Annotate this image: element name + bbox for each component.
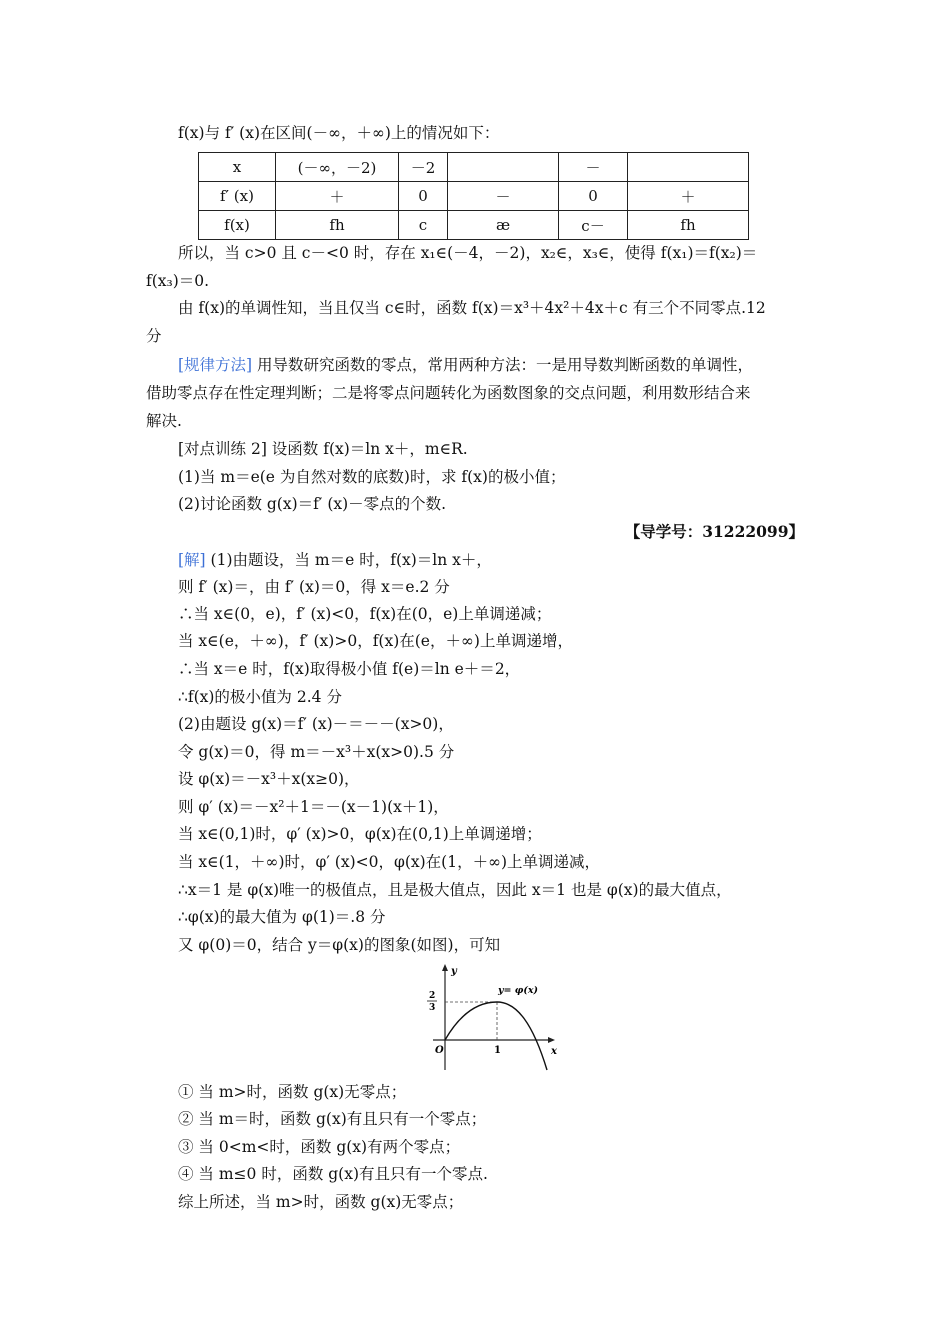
table-cell: －: [559, 153, 628, 182]
solution-line: 当 x∈(e，＋∞)，f′ (x)>0，f(x)在(e，＋∞)上单调递增，: [178, 632, 573, 650]
case-line: ③ 当 0<m<时，函数 g(x)有两个零点；: [178, 1138, 461, 1156]
solution-line: ∴φ(x)的最大值为 φ(1)＝.8 分: [178, 908, 386, 926]
solution-line: 又 φ(0)＝0，结合 y＝φ(x)的图象(如图)，可知: [178, 936, 501, 954]
fraction-denominator: 3: [429, 1003, 436, 1013]
table-row: [199, 153, 749, 182]
training-title: [对点训练 2] 设函数 f(x)＝ln x＋，m∈R.: [178, 440, 468, 458]
table-cell: fh: [628, 211, 749, 240]
case-line: ① 当 m>时，函数 g(x)无零点；: [178, 1083, 407, 1101]
x-tick-label: 1: [494, 1045, 501, 1056]
paragraph-conclusion-cont: f(x₃)＝0.: [146, 272, 210, 290]
y-axis-label: y: [451, 966, 457, 977]
intro-line: f(x)与 f′ (x)在区间(－∞，＋∞)上的情况如下：: [178, 124, 500, 142]
paragraph-conclusion: 所以，当 c>0 且 c－<0 时，存在 x₁∈(－4，－2)，x₂∈，x₃∈，使得 f(x₁)＝f(x₂)＝: [178, 244, 758, 262]
table-cell: c－: [559, 211, 628, 240]
table-cell: ＋: [628, 182, 749, 211]
table-cell: c: [399, 211, 448, 240]
case-line: ④ 当 m≤0 时，函数 g(x)有且只有一个零点.: [178, 1165, 488, 1183]
paragraph-monotonic: 由 f(x)的单调性知，当且仅当 c∈时，函数 f(x)＝x³＋4x²＋4x＋c 有三个不同零点.12: [178, 299, 766, 317]
table-cell: x: [199, 153, 276, 182]
solution-line: ∴当 x∈(0，e)，f′ (x)<0，f(x)在(0，e)上单调递减；: [178, 605, 552, 623]
table-cell: ＋: [276, 182, 399, 211]
x-axis-label: x: [551, 1046, 557, 1057]
curve-label: y= φ(x): [498, 985, 539, 996]
table-cell: [628, 153, 749, 182]
table-cell: －2: [399, 153, 448, 182]
table-cell: 0: [559, 182, 628, 211]
table-cell: fh: [276, 211, 399, 240]
solution-line: 令 g(x)＝0，得 m＝－x³＋x(x>0).5 分: [178, 743, 455, 761]
variation-table: [198, 152, 749, 240]
table-cell: f′ (x): [199, 182, 276, 211]
solution-text: (1)由题设，当 m＝e 时，f(x)＝ln x＋，: [205, 551, 492, 569]
curve-phi: [445, 1002, 547, 1070]
solution-line: 则 f′ (x)＝，由 f′ (x)＝0，得 x＝e.2 分: [178, 578, 450, 596]
fraction-numerator: 2: [429, 991, 436, 1001]
function-graph: [405, 962, 565, 1072]
origin-label: O: [435, 1045, 444, 1056]
solution-line: ∴f(x)的极小值为 2.4 分: [178, 688, 342, 706]
table-cell: (－∞，－2): [276, 153, 399, 182]
table-cell: f(x): [199, 211, 276, 240]
x-axis-arrow: [548, 1037, 555, 1043]
solution-line: [178, 549, 492, 571]
table-row: [199, 182, 749, 211]
solution-tag: [解]: [178, 551, 206, 569]
case-line: ② 当 m＝时，函数 g(x)有且只有一个零点；: [178, 1110, 487, 1128]
guide-number: 【导学号：31222099】: [624, 522, 804, 541]
y-axis-arrow: [442, 964, 448, 971]
table-cell: [448, 153, 559, 182]
method-text: 用导数研究函数的零点，常用两种方法：一是用导数判断函数的单调性，: [252, 356, 754, 374]
table-cell: －: [448, 182, 559, 211]
summary-line: 综上所述，当 m>时，函数 g(x)无零点；: [178, 1193, 464, 1211]
table-cell: 0: [399, 182, 448, 211]
method-paragraph: [178, 354, 753, 376]
method-paragraph-end: 解决.: [146, 412, 182, 430]
solution-line: 则 φ′ (x)＝－x²＋1＝－(x－1)(x＋1)，: [178, 798, 449, 816]
table-row: [199, 211, 749, 240]
solution-line: ∴当 x＝e 时，f(x)取得极小值 f(e)＝ln e＋＝2，: [178, 660, 521, 678]
question-1: (1)当 m＝e(e 为自然对数的底数)时，求 f(x)的极小值；: [178, 468, 566, 486]
solution-line: 设 φ(x)＝－x³＋x(x≥0)，: [178, 770, 360, 788]
question-2: (2)讨论函数 g(x)＝f′ (x)－零点的个数.: [178, 495, 447, 513]
solution-line: (2)由题设 g(x)＝f′ (x)－＝－－(x>0)，: [178, 715, 454, 733]
solution-line: 当 x∈(1，＋∞)时，φ′ (x)<0，φ(x)在(1，＋∞)上单调递减，: [178, 853, 601, 871]
method-tag: [规律方法]: [178, 356, 253, 374]
table-cell: æ: [448, 211, 559, 240]
paragraph-monotonic-cont: 分: [146, 327, 162, 345]
solution-line: 当 x∈(0,1)时，φ′ (x)>0，φ(x)在(0,1)上单调递增；: [178, 825, 542, 843]
solution-line: ∴x＝1 是 φ(x)唯一的极值点，且是极大值点，因此 x＝1 也是 φ(x)的最大值点，: [178, 881, 732, 899]
method-paragraph-cont: 借助零点存在性定理判断；二是将零点问题转化为函数图象的交点问题，利用数形结合来: [146, 384, 751, 402]
